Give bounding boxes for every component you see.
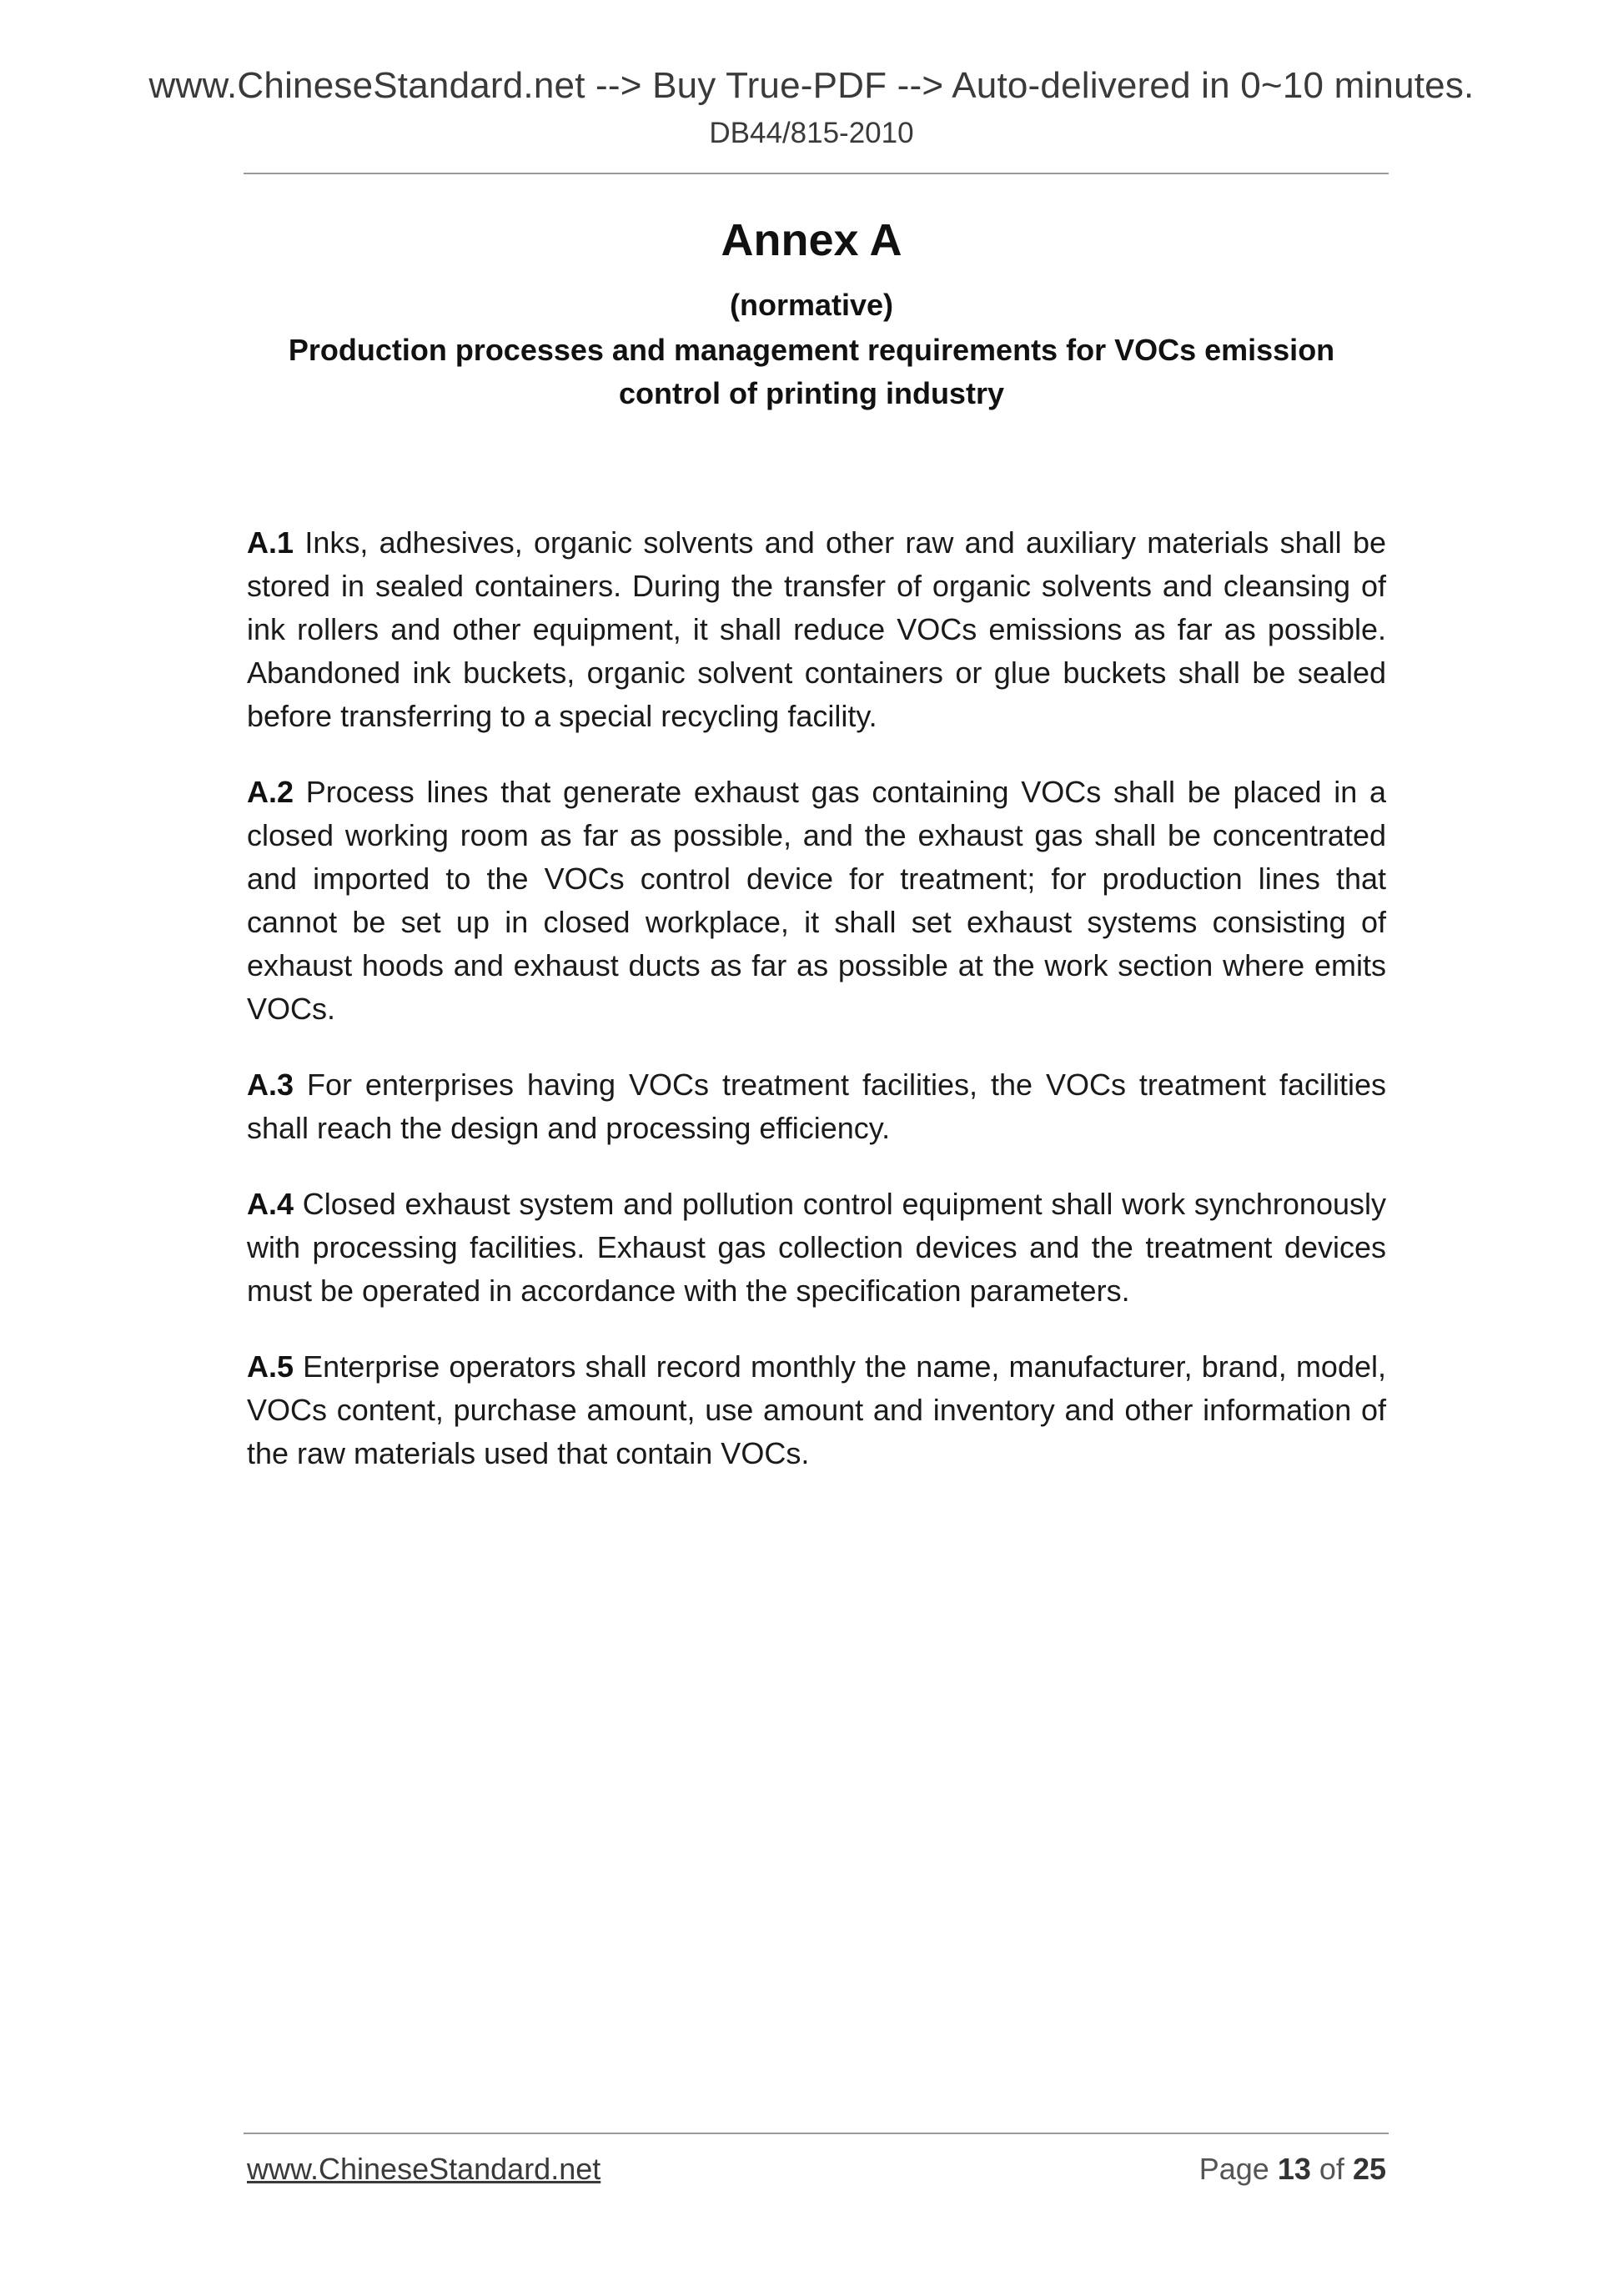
annex-body (247, 521, 1386, 1508)
clause-number: A.4 (247, 1187, 294, 1221)
clause-number: A.2 (247, 775, 294, 809)
clause-text: For enterprises having VOCs treatment facilities, the VOCs treatment facilities shall reach the design and processing efficiency. (247, 1068, 1386, 1145)
annex-title: Annex A (721, 215, 902, 265)
clause-a3 (247, 1063, 1386, 1150)
clause-a2 (247, 771, 1386, 1031)
clause-a1 (247, 521, 1386, 738)
annex-subtitle-line-1: Production processes and management requirements for VOCs emission (288, 333, 1335, 367)
clause-number: A.5 (247, 1349, 294, 1384)
page-indicator (1199, 2152, 1386, 2187)
clause-number: A.3 (247, 1068, 294, 1102)
page-label: Page (1198, 2152, 1269, 2186)
clause-a5 (247, 1345, 1386, 1475)
clause-a4 (247, 1183, 1386, 1313)
clause-text: Inks, adhesives, organic solvents and other raw and auxiliary materials shall be stored in sealed containers. During the transfer of organic solvents and cleansing of ink rollers and other equipment, it shall reduce VOCs emissions as far as possible. Abandoned ink buckets, organic solvent containers or glue buckets shall be sealed before transferring to a special recycling facility. (247, 525, 1386, 733)
annex-subtitle (275, 329, 1348, 415)
header-divider (244, 173, 1389, 174)
clause-text: Closed exhaust system and pollution control equipment shall work synchronously with processing facilities. Exhaust gas collection devices and the treatment devices must be operated in accordance with the specification parameters. (247, 1187, 1386, 1308)
clause-number: A.1 (247, 525, 294, 560)
clause-text: Enterprise operators shall record monthly the name, manufacturer, brand, model, VOCs content, purchase amount, use amount and inventory and other information of the raw materials used that contain VOCs. (247, 1349, 1386, 1470)
annex-type: (normative) (729, 288, 894, 322)
page-current: 13 (1277, 2152, 1311, 2186)
footer-divider (244, 2133, 1389, 2134)
clause-text: Process lines that generate exhaust gas containing VOCs shall be placed in a closed working room as far as possible, and the exhaust gas shall be concentrated and imported to the VOCs control device for treatment; for production lines that cannot be set up in closed workplace, it shall set exhaust systems consisting of exhaust hoods and exhaust ducts as far as possible at the work section where emits VOCs. (247, 775, 1386, 1026)
footer-site-link[interactable]: www.ChineseStandard.net (247, 2152, 601, 2186)
page-total: 25 (1352, 2152, 1386, 2186)
standard-code: DB44/815-2010 (709, 117, 914, 149)
annex-subtitle-line-2: control of printing industry (619, 376, 1004, 410)
page-of: of (1319, 2152, 1344, 2186)
top-banner[interactable]: www.ChineseStandard.net --> Buy True-PDF --> Auto-delivered in 0~10 minutes. (148, 65, 1475, 106)
